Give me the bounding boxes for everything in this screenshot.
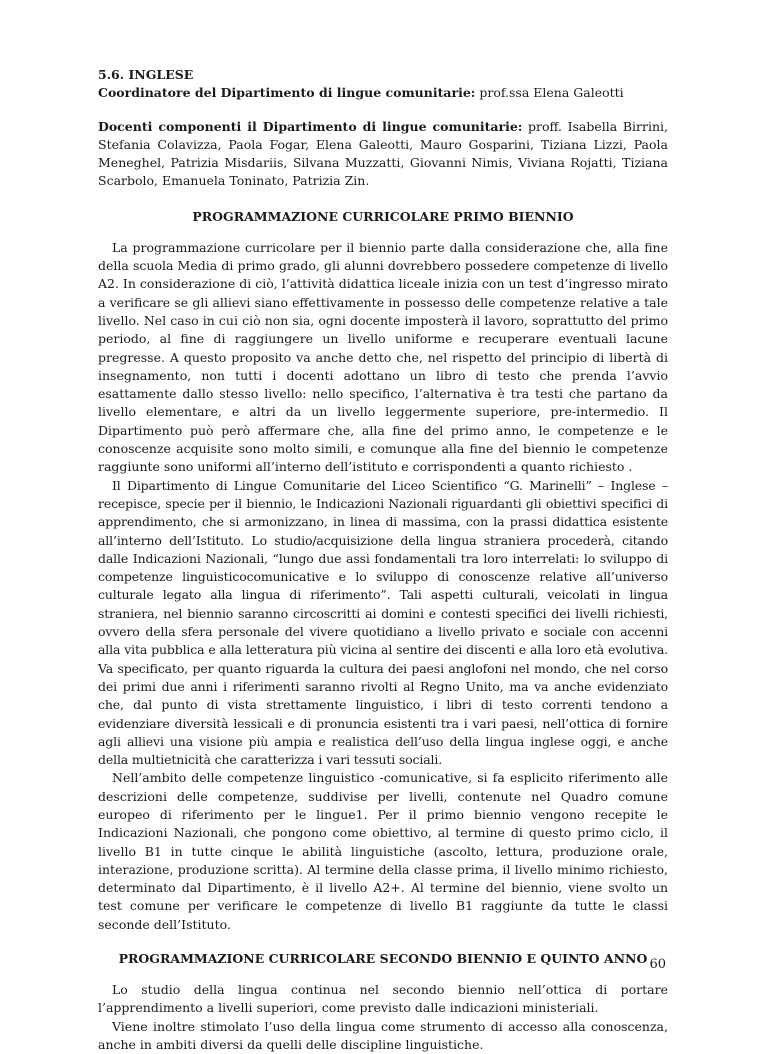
section-title: 5.6. INGLESE [98,67,194,82]
coordinator-name: prof.ssa Elena Galeotti [475,85,624,101]
members-label: Docenti componenti il Dipartimento di lingue comunitarie: [98,118,523,134]
page-number: 60 [649,957,666,972]
section1-paragraph-3: Nell’ambito delle competenze linguistico -comunicative, si fa esplicito riferimento alle descrizioni delle competenze, suddivise per livelli, contenute nel Quadro comune europeo di riferimento per le lingue1. Per il primo biennio vengono recepite le Indicazioni Nazionali, che pongono come obiettivo, al termine di questo primo ciclo, il livello B1 in tutte cinque le abilità linguistiche (ascolto, lettura, produzione orale, interazione, produzione scritta). Al termine della classe prima, il livello minimo richiesto, determinato dal Dipartimento, è il livello A2+. Al termine del biennio, viene svolto un test comune per verificare le competenze di livello B1 raggiunte da tutte le classi seconde dell’Istituto. [98,770,668,932]
section2-heading: PROGRAMMAZIONE CURRICOLARE SECONDO BIENNIO E QUINTO ANNO [118,951,648,967]
members-paragraph [98,118,668,191]
section2-paragraph-1: Lo studio della lingua continua nel secondo biennio nell’ottica di portare l’apprendimento a livelli superiori, come previsto dalle indicazioni ministeriali. [98,982,668,1016]
coordinator-label: Coordinatore del Dipartimento di lingue comunitarie: [98,85,476,101]
document-page [98,66,668,1054]
coordinator-line [98,84,668,102]
section1-paragraph-2: Il Dipartimento di Lingue Comunitarie del Liceo Scientifico “G. Marinelli” – Inglese – recepisce, specie per il biennio, le Indicazioni Nazionali riguardanti gli obiettivi specifici di apprendimento, che si armonizzano, in linea di massima, con la prassi didattica esistente all’interno dell’Istituto. Lo studio/acquisizione della lingua straniera procederà, citando dalle Indicazioni Nazionali, “lungo due assi fondamentali tra loro interrelati: lo sviluppo di competenze linguisticocomunicative e lo sviluppo di conoscenze relative all’universo culturale legato alla lingua di riferimento”. Tali aspetti culturali, veicolati in lingua straniera, nel biennio saranno circoscritti ai domini e contesti specifici dei livelli richiesti, ovvero della sfera personale del vivere quotidiano a livello privato e sociale con accenni alla vita pubblica e alla letteratura più vicina al sentire dei discenti e alla loro età evolutiva. Va specificato, per quanto riguarda la cultura dei paesi anglofoni nel mondo, che nel corso dei primi due anni i riferimenti saranno rivolti al Regno Unito, ma va anche evidenziato che, dal punto di vista strettamente linguistico, i libri di testo correnti tendono a evidenziare diversità lessicali e di pronuncia esistenti tra i vari paesi, nell’ottica di fornire agli allievi una visione più ampia e realistica dell’uso della lingua inglese oggi, e anche della multietnicità che caratterizza i vari tessuti sociali. [98,477,668,768]
members-names: proff. Isabella Birrini, Stefania Colavizza, Paola Fogar, Elena Galeotti, Mauro Gosparini, Tiziana Lizzi, Paola Meneghel, Patrizia Misdariis, Silvana Muzzatti, Giovanni Nimis, Viviana Rojatti, Tiziana Scarbolo, Emanuela Toninato, Patrizia Zin. [98,118,668,189]
section2-paragraph-2: Viene inoltre stimolato l’uso della lingua come strumento di accesso alla conoscenza, anche in ambiti diversi da quelli delle discipline linguistiche. [98,1018,668,1052]
section1-paragraph-1: La programmazione curricolare per il biennio parte dalla considerazione che, alla fine della scuola Media di primo grado, gli alunni dovrebbero possedere competenze di livello A2. In considerazione di ciò, l’attività didattica liceale inizia con un test d’ingresso mirato a verificare se gli allievi siano effettivamente in possesso delle competenze relative a tale livello. Nel caso in cui ciò non sia, ogni docente imposterà il lavoro, soprattutto del primo periodo, al fine di raggiungere un livello uniforme e recuperare eventuali lacune pregresse. A questo proposito va anche detto che, nel rispetto del principio di libertà di insegnamento, non tutti i docenti adottano un libro di testo che prenda l’avvio esattamente dallo stesso livello: nello specifico, l’alternativa è tra testi che partano da livello elementare, e altri da un livello leggermente superiore, pre-intermedio. Il Dipartimento può però affermare che, alla fine del primo anno, le competenze e le conoscenze acquisite sono molto simili, e comunque alla fine del biennio le competenze raggiunte sono uniformi all’interno dell’istituto e corrispondenti a quanto richiesto . [98,239,668,475]
section1-heading: PROGRAMMAZIONE CURRICOLARE PRIMO BIENNIO [192,208,574,224]
